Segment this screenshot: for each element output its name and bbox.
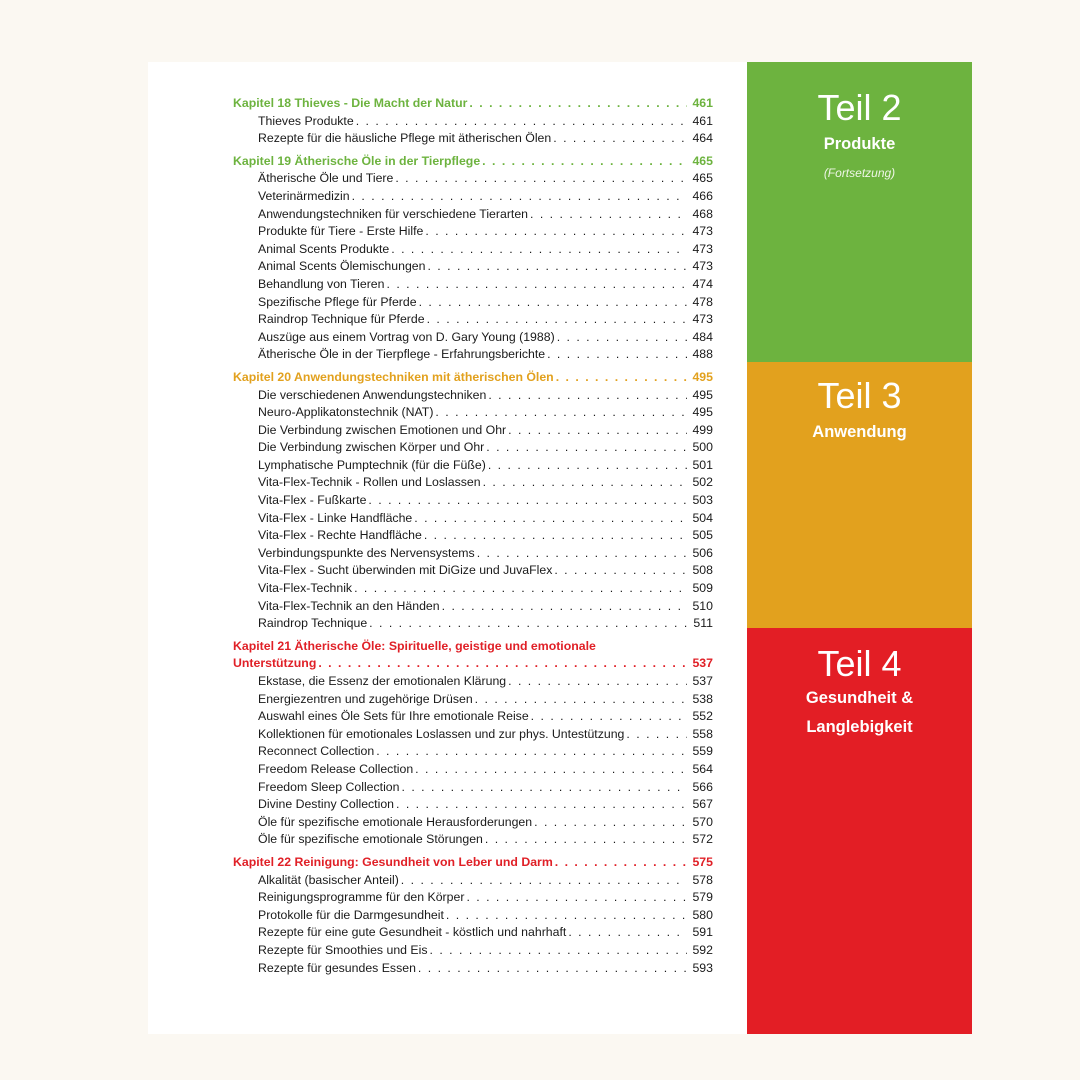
toc-entry[interactable] [258, 691, 713, 709]
chapter-page-number: 537 [692, 656, 713, 671]
dot-leader [568, 924, 687, 942]
chapter-title: Kapitel 22 Reinigung: Gesundheit von Leber und Darm [233, 854, 553, 869]
chapter-block [233, 854, 713, 977]
dot-leader [418, 960, 687, 978]
dot-leader [396, 796, 687, 814]
dot-leader [391, 241, 687, 259]
chapter-page-number: 495 [692, 369, 713, 384]
entry-page-number: 473 [692, 241, 713, 256]
toc-entry[interactable] [258, 960, 713, 978]
entry-title: Lymphatische Pumptechnik (für die Füße) [258, 457, 486, 472]
dot-leader [356, 113, 687, 131]
toc-entry[interactable] [258, 726, 713, 744]
section-note: (Fortsetzung) [823, 166, 896, 180]
entry-page-number: 509 [692, 581, 713, 596]
toc-entry[interactable] [258, 814, 713, 832]
entry-title: Vita-Flex - Sucht überwinden mit DiGize und JuvaFlex [258, 563, 553, 578]
dot-leader [369, 615, 687, 633]
toc-entry[interactable] [258, 241, 713, 259]
entry-title: Auszüge aus einem Vortrag von D. Gary Young (1988) [258, 329, 555, 344]
chapter-heading[interactable] [233, 655, 713, 673]
section-subtitle: Anwendung [812, 423, 907, 441]
entry-page-number: 473 [692, 224, 713, 239]
dot-leader [477, 545, 687, 563]
dot-leader [427, 258, 687, 276]
toc-entry[interactable] [258, 188, 713, 206]
entry-title: Freedom Sleep Collection [258, 779, 400, 794]
dot-leader [554, 562, 687, 580]
dot-leader [475, 691, 687, 709]
entry-page-number: 503 [692, 493, 713, 508]
entry-page-number: 566 [692, 779, 713, 794]
dot-leader [531, 708, 687, 726]
chapter-heading[interactable] [233, 854, 713, 872]
dot-leader [626, 726, 687, 744]
toc-entry[interactable] [258, 457, 713, 475]
toc-entry[interactable] [258, 761, 713, 779]
entry-page-number: 464 [692, 131, 713, 146]
entry-title: Die verschiedenen Anwendungstechniken [258, 387, 487, 402]
entry-title: Vita-Flex-Technik - Rollen und Loslassen [258, 475, 481, 490]
entry-page-number: 564 [692, 761, 713, 776]
dot-leader [401, 872, 687, 890]
toc-entry[interactable] [258, 113, 713, 131]
entry-title: Die Verbindung zwischen Körper und Ohr [258, 440, 485, 455]
entry-title: Rezepte für die häusliche Pflege mit ätherischen Ölen [258, 131, 552, 146]
toc-entry[interactable] [258, 492, 713, 510]
entry-page-number: 465 [692, 171, 713, 186]
entry-page-number: 468 [692, 206, 713, 221]
section-subtitle: Gesundheit & [805, 689, 914, 707]
entry-title: Energiezentren und zugehörige Drüsen [258, 691, 473, 706]
entry-page-number: 505 [692, 528, 713, 543]
entry-title: Rezepte für Smoothies und Eis [258, 942, 428, 957]
toc-entry[interactable] [258, 562, 713, 580]
entry-title: Ätherische Öle und Tiere [258, 171, 394, 186]
entry-page-number: 510 [692, 598, 713, 613]
entry-page-number: 552 [692, 709, 713, 724]
dot-leader [482, 153, 687, 171]
toc-entry[interactable] [258, 907, 713, 925]
entry-title: Vita-Flex-Technik an den Händen [258, 598, 440, 613]
entry-title: Vita-Flex - Rechte Handfläche [258, 528, 422, 543]
dot-leader [485, 831, 687, 849]
entry-page-number: 474 [692, 276, 713, 291]
dot-leader [486, 439, 687, 457]
entry-title: Reinigungsprogramme für den Körper [258, 890, 465, 905]
toc-entry[interactable] [258, 942, 713, 960]
entry-title: Die Verbindung zwischen Emotionen und Ohr [258, 422, 507, 437]
entry-title: Reconnect Collection [258, 744, 375, 759]
entry-title: Raindrop Technique für Pferde [258, 312, 425, 327]
dot-leader [483, 474, 687, 492]
entry-page-number: 592 [692, 942, 713, 957]
dot-leader [488, 457, 687, 475]
chapter-heading[interactable] [233, 95, 713, 113]
entry-title: Auswahl eines Öle Sets für Ihre emotionale Reise [258, 709, 529, 724]
entry-title: Vita-Flex - Linke Handfläche [258, 510, 413, 525]
dot-leader [469, 95, 687, 113]
dot-leader [402, 779, 688, 797]
entry-page-number: 461 [692, 113, 713, 128]
entry-title: Ätherische Öle in der Tierpflege - Erfahrungsberichte [258, 347, 546, 362]
entry-page-number: 473 [692, 312, 713, 327]
toc-entry[interactable] [258, 439, 713, 457]
dot-leader [376, 743, 687, 761]
toc-entry[interactable] [258, 294, 713, 312]
entry-title: Ekstase, die Essenz der emotionalen Klärung [258, 674, 507, 688]
section-subtitle: Langlebigkeit [806, 718, 913, 736]
entry-title: Öle für spezifische emotionale Störungen [258, 832, 483, 847]
entry-title: Alkalität (basischer Anteil) [258, 872, 399, 887]
dot-leader [488, 387, 687, 405]
dot-leader [555, 854, 687, 872]
toc-entry[interactable] [258, 387, 713, 405]
chapter-title: Kapitel 20 Anwendungstechniken mit ätherischen Ölen [233, 369, 554, 384]
dot-leader [419, 294, 687, 312]
toc-entry[interactable] [258, 422, 713, 440]
chapter-heading[interactable]: Kapitel 21 Ätherische Öle: Spirituelle, geistige und emotionale [233, 638, 596, 653]
toc-entry[interactable] [258, 673, 713, 691]
toc-entry[interactable] [258, 258, 713, 276]
toc-entry[interactable] [258, 404, 713, 422]
chapter-block [233, 153, 713, 364]
entry-page-number: 537 [692, 674, 713, 688]
entry-title: Raindrop Technique [258, 616, 368, 631]
toc-entry[interactable] [258, 796, 713, 814]
entry-title: Vita-Flex-Technik [258, 581, 353, 596]
entry-page-number: 495 [692, 387, 713, 402]
toc-entry[interactable] [258, 510, 713, 528]
entry-title: Verbindungspunkte des Nervensystems [258, 545, 475, 560]
dot-leader [318, 655, 687, 673]
dot-leader [435, 404, 687, 422]
entry-page-number: 488 [692, 347, 713, 362]
toc-entry[interactable] [258, 311, 713, 329]
toc-entry[interactable] [258, 130, 713, 148]
section-title: Teil 3 [817, 375, 902, 416]
entry-page-number: 538 [692, 691, 713, 706]
entry-page-number: 578 [692, 872, 713, 887]
toc-entry[interactable] [258, 527, 713, 545]
toc-entry[interactable] [258, 545, 713, 563]
entry-page-number: 473 [692, 259, 713, 274]
entry-page-number: 580 [692, 907, 713, 922]
entry-title: Thieves Produkte [258, 113, 354, 128]
toc-entry[interactable] [258, 170, 713, 188]
dot-leader [557, 329, 687, 347]
entry-page-number: 559 [692, 744, 713, 759]
section-band-teil-3 [747, 362, 972, 628]
chapter-page-number: 465 [692, 153, 713, 168]
toc-entry[interactable] [258, 474, 713, 492]
entry-page-number: 495 [692, 405, 713, 420]
dot-leader [556, 369, 687, 387]
section-title: Teil 2 [817, 87, 902, 128]
entry-page-number: 579 [692, 890, 713, 905]
chapter-heading[interactable] [233, 369, 713, 387]
chapter-title: Unterstützung [233, 656, 317, 671]
entry-title: Animal Scents Ölemischungen [258, 259, 426, 274]
dot-leader [352, 188, 687, 206]
entry-page-number: 499 [692, 422, 713, 437]
entry-page-number: 558 [692, 726, 713, 741]
toc-entry[interactable] [258, 329, 713, 347]
entry-page-number: 572 [692, 832, 713, 847]
dot-leader [354, 580, 687, 598]
entry-page-number: 570 [692, 814, 713, 829]
toc-entry[interactable] [258, 708, 713, 726]
section-subtitle: Produkte [823, 135, 896, 153]
section-title: Teil 4 [817, 643, 902, 684]
dot-leader [424, 527, 687, 545]
dot-leader [368, 492, 687, 510]
dot-leader [547, 346, 687, 364]
entry-page-number: 502 [692, 475, 713, 490]
entry-page-number: 504 [692, 510, 713, 525]
dot-leader [446, 907, 687, 925]
chapter-title: Kapitel 19 Ätherische Öle in der Tierpflege [233, 153, 481, 168]
entry-title: Rezepte für eine gute Gesundheit - köstlich und nahrhaft [258, 925, 567, 940]
dot-leader [442, 598, 687, 616]
entry-page-number: 484 [692, 329, 713, 344]
entry-page-number: 466 [692, 188, 713, 203]
entry-page-number: 511 [693, 616, 713, 631]
entry-title: Protokolle für die Darmgesundheit [258, 907, 444, 922]
toc-entry[interactable] [258, 743, 713, 761]
entry-page-number: 501 [692, 457, 713, 472]
dot-leader [553, 130, 687, 148]
chapter-title: Kapitel 18 Thieves - Die Macht der Natur [233, 96, 468, 110]
entry-page-number: 478 [692, 294, 713, 309]
chapter-heading[interactable] [233, 153, 713, 171]
entry-title: Rezepte für gesundes Essen [258, 960, 416, 975]
dot-leader [508, 422, 687, 440]
toc-entry[interactable] [258, 346, 713, 364]
entry-title: Vita-Flex - Fußkarte [258, 493, 367, 508]
toc-entry[interactable] [258, 223, 713, 241]
toc-entry[interactable] [258, 831, 713, 849]
entry-title: Neuro-Applikatonstechnik (NAT) [258, 405, 434, 420]
chapter-page-number: 575 [692, 854, 713, 869]
entry-page-number: 567 [692, 797, 713, 812]
dot-leader [414, 510, 687, 528]
entry-title: Produkte für Tiere - Erste Hilfe [258, 224, 424, 239]
dot-leader [425, 223, 687, 241]
entry-title: Kollektionen für emotionales Loslassen und zur phys. Untestützung [258, 726, 625, 741]
dot-leader [395, 170, 687, 188]
dot-leader [427, 311, 687, 329]
dot-leader [466, 889, 687, 907]
toc-entry[interactable] [258, 872, 713, 890]
entry-page-number: 591 [692, 925, 713, 940]
entry-title: Behandlung von Tieren [258, 276, 385, 291]
entry-title: Anwendungstechniken für verschiedene Tierarten [258, 206, 529, 221]
entry-page-number: 508 [692, 563, 713, 578]
toc-entry[interactable] [258, 580, 713, 598]
toc-entry[interactable] [258, 276, 713, 294]
entry-title: Veterinärmedizin [258, 188, 350, 203]
entry-title: Spezifische Pflege für Pferde [258, 294, 417, 309]
table-of-contents [233, 95, 713, 982]
chapter-block [233, 95, 713, 148]
dot-leader [415, 761, 687, 779]
entry-title: Freedom Release Collection [258, 761, 414, 776]
dot-leader [508, 673, 687, 691]
dot-leader [430, 942, 687, 960]
section-band-teil-2 [747, 62, 972, 362]
entry-page-number: 500 [692, 440, 713, 455]
toc-entry[interactable] [258, 615, 713, 633]
section-band-teil-4 [747, 628, 972, 1034]
chapter-block [233, 638, 713, 849]
entry-title: Divine Destiny Collection [258, 797, 395, 812]
chapter-page-number: 461 [692, 96, 713, 110]
toc-entry[interactable] [258, 206, 713, 224]
entry-title: Öle für spezifische emotionale Herausforderungen [258, 814, 533, 829]
dot-leader [534, 814, 687, 832]
entry-page-number: 593 [692, 960, 713, 975]
dot-leader [530, 206, 687, 224]
entry-page-number: 506 [692, 545, 713, 560]
toc-entry[interactable] [258, 779, 713, 797]
chapter-block [233, 369, 713, 633]
toc-entry[interactable] [258, 889, 713, 907]
toc-entry[interactable] [258, 598, 713, 616]
dot-leader [386, 276, 687, 294]
toc-entry[interactable] [258, 924, 713, 942]
entry-title: Animal Scents Produkte [258, 241, 390, 256]
